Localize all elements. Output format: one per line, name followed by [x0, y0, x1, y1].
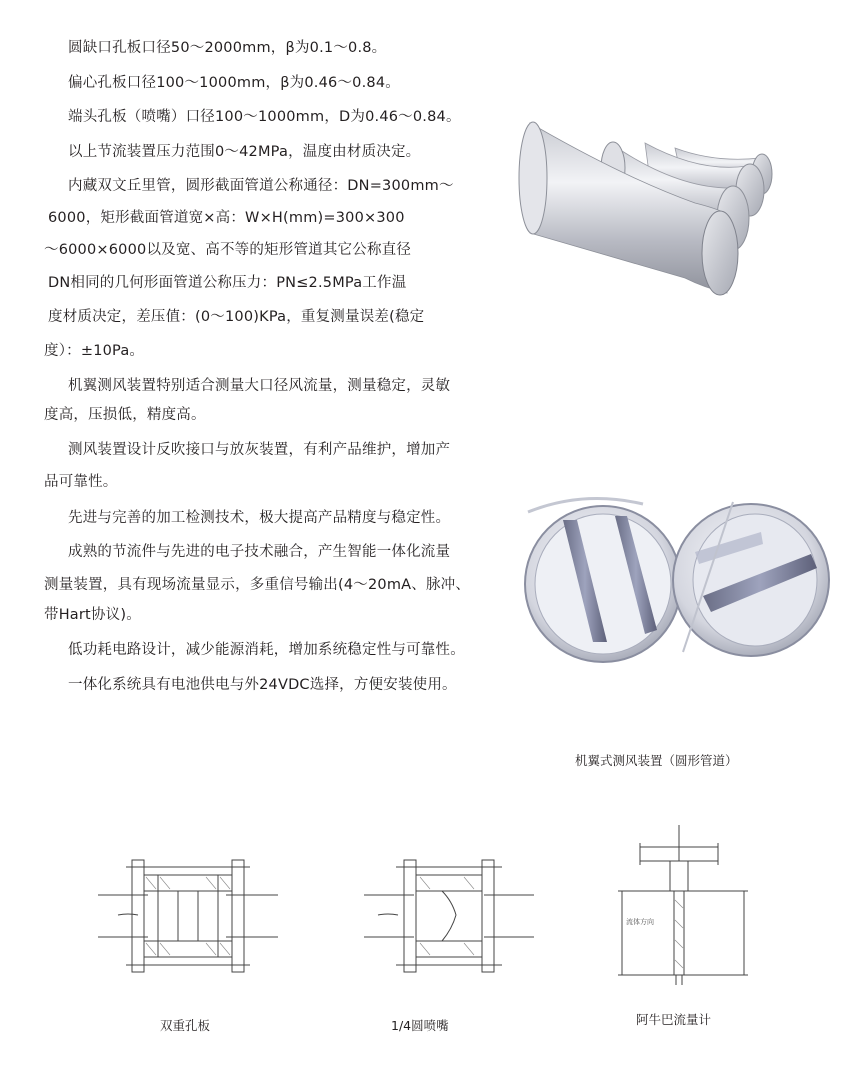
- text-line: 度材质决定，差压值：(0～100)KPa，重复测量误差(稳定: [48, 309, 425, 325]
- venturi-tubes-photo: [515, 118, 780, 298]
- quarter-circle-nozzle-drawing: [364, 855, 534, 985]
- text-line: 度）：±10Pa。: [44, 343, 145, 359]
- text-line: 测量装置，具有现场流量显示，多重信号输出(4～20mA、脉冲、: [44, 577, 471, 593]
- text-line: 低功耗电路设计，减少能源消耗，增加系统稳定性与可靠性。: [68, 642, 465, 658]
- photo-caption: 机翼式测风装置（圆形管道）: [575, 753, 738, 768]
- text-line: 测风装置设计反吹接口与放灰装置，有利产品维护，增加产: [68, 442, 451, 458]
- text-line: 内藏双文丘里管，圆形截面管道公称通径：DN=300mm～: [68, 178, 454, 194]
- drawing-caption-annubar: 阿牛巴流量计: [636, 1012, 712, 1027]
- text-line: 偏心孔板口径100～1000mm，β为0.46～0.84。: [68, 75, 400, 91]
- double-orifice-drawing: [98, 855, 278, 985]
- text-line: 一体化系统具有电池供电与外24VDC选择，方便安装使用。: [68, 677, 457, 693]
- text-line: 机翼测风装置特别适合测量大口径风流量，测量稳定，灵敏: [68, 378, 451, 394]
- airfoil-device-photo: [523, 492, 831, 664]
- text-line: 圆缺口孔板口径50～2000mm，β为0.1～0.8。: [68, 40, 387, 56]
- text-line: 带Hart协议)。: [44, 607, 141, 623]
- text-line: 先进与完善的加工检测技术，极大提高产品精度与稳定性。: [68, 510, 451, 526]
- text-line: DN相同的几何形面管道公称压力：PN≤2.5MPa工作温: [48, 275, 407, 291]
- text-line: 度高，压损低，精度高。: [44, 407, 206, 423]
- text-line: ～6000×6000以及宽、高不等的矩形管道其它公称直径: [44, 242, 412, 258]
- annubar-flowmeter-drawing: [618, 825, 748, 985]
- text-line: 品可靠性。: [44, 474, 118, 490]
- flow-direction-label: 流体方向: [626, 918, 654, 926]
- drawing-caption-double-orifice: 双重孔板: [160, 1018, 211, 1033]
- drawing-caption-nozzle: 1/4圆喷嘴: [391, 1018, 449, 1033]
- text-line: 6000，矩形截面管道宽×高：W×H(mm)=300×300: [48, 210, 405, 226]
- text-line: 端头孔板（喷嘴）口径100～1000mm，D为0.46～0.84。: [68, 109, 461, 125]
- text-line: 成熟的节流件与先进的电子技术融合，产生智能一体化流量: [68, 544, 451, 560]
- text-line: 以上节流装置压力范围0～42MPa，温度由材质决定。: [68, 144, 421, 160]
